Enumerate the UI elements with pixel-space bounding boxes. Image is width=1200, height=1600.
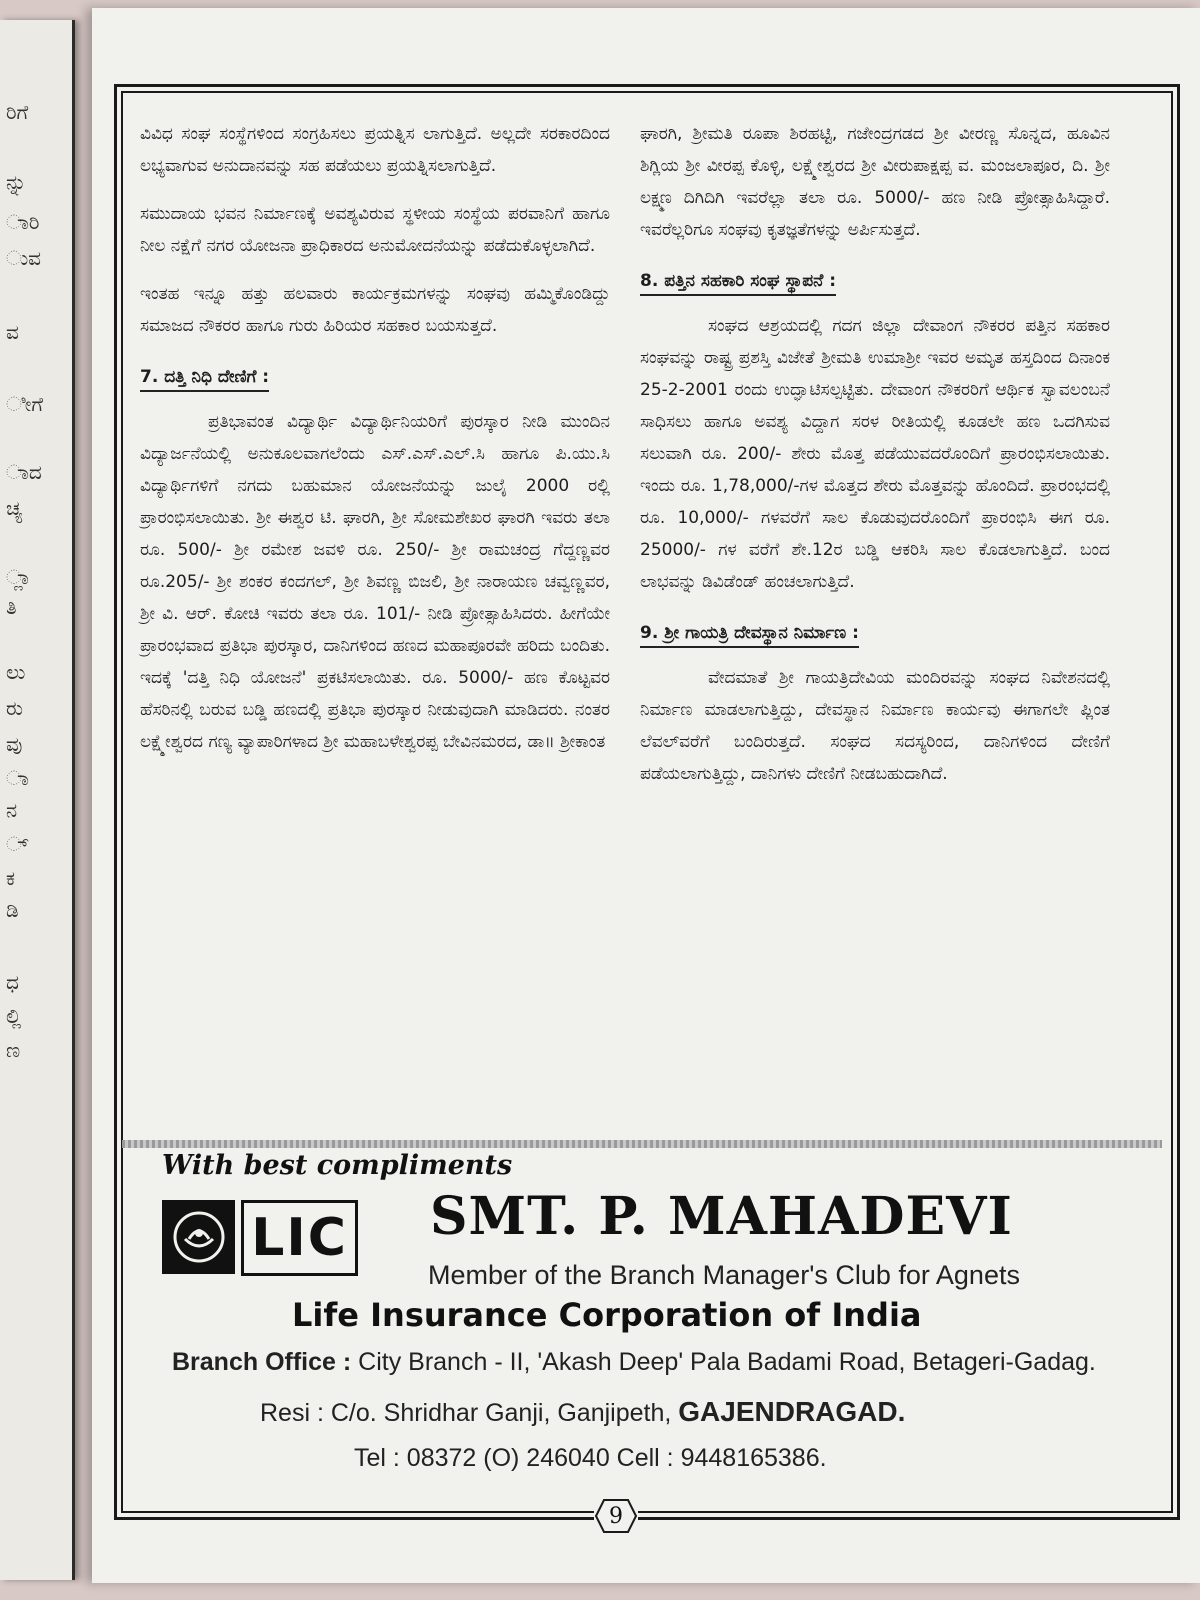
ad-residence	[260, 1396, 905, 1428]
left-page-fragment: ವ	[6, 320, 19, 344]
left-page-fragment: ಧ	[6, 970, 19, 994]
residence-address: Resi : C/o. Shridhar Ganji, Ganjipeth,	[260, 1399, 672, 1427]
left-page-fragment: ಣ	[6, 1038, 21, 1062]
left-page-fragment: ಾದ	[6, 460, 42, 484]
paragraph: ಸಮುದಾಯ ಭವನ ನಿರ್ಮಾಣಕ್ಕೆ ಅವಶ್ಯವಿರುವ ಸ್ಥಳೀಯ ಸಂಸ್ಥೆಯ ಪರವಾನಿಗೆ ಹಾಗೂ ನೀಲ ನಕ್ಷೆಗೆ ನಗರ ಯೋಜನಾ ಪ್ರಾಧಿಕಾರದ ಅನುಮೋದನೆಯನ್ನು ಪಡೆದುಕೊಳ್ಳಲಾಗಿದೆ.	[140, 204, 610, 256]
left-page-fragment: ರು	[6, 696, 23, 720]
left-page-fragment: ಾರಿ	[6, 210, 40, 234]
section-heading-8: 8. ಪತ್ತಿನ ಸಹಕಾರಿ ಸಂಘ ಸ್ಥಾಪನೆ :	[640, 268, 836, 296]
left-page-fragment: ್ಲಾ	[6, 565, 32, 589]
left-page-fragment: ಾ	[6, 766, 29, 790]
paragraph: ಸಂಘದ ಆಶ್ರಯದಲ್ಲಿ ಗದಗ ಜಿಲ್ಲಾ ದೇವಾಂಗ ನೌಕರರ ಪತ್ತಿನ ಸಹಕಾರ ಸಂಘವನ್ನು ರಾಷ್ಟ್ರ ಪ್ರಶಸ್ತಿ ವಿಜೇತೆ ಶ್ರೀಮತಿ ಉಮಾಶ್ರೀ ಇವರ ಅಮೃತ ಹಸ್ತದಿಂದ ದಿನಾಂಕ 25-2-2001 ರಂದು ಉದ್ಘಾಟಿಸಲ್ಪಟ್ಟಿತು. ದೇವಾಂಗ ನೌಕರರಿಗೆ ಆರ್ಥಿಕ ಸ್ವಾವಲಂಬನೆ ಸಾಧಿಸಲು ಹಾಗೂ ಅವಶ್ಯ ವಿದ್ದಾಗ ಸರಳ ರೀತಿಯಲ್ಲಿ ಕೂಡಲೇ ಹಣ ಒದಗಿಸುವ ಸಲುವಾಗಿ ರೂ. 200/- ಶೇರು ಮೊತ್ತ ಪಡೆಯುವದರೊಂದಿಗೆ ಪ್ರಾರಂಭಿಸಲಾಯಿತು. ಇಂದು ರೂ. 1,78,000/-ಗಳ ಮೊತ್ತದ ಶೇರು ಮೊತ್ತವನ್ನು ಹೊಂದಿದೆ. ಪ್ರಾರಂಭದಲ್ಲಿ ರೂ. 10,000/- ಗಳವರೆಗೆ ಸಾಲ ಕೊಡುವುದರೊಂದಿಗೆ ಪ್ರಾರಂಭಿಸಿ ಈಗ ರೂ. 25000/- ಗಳ ವರೆಗೆ ಶೇ.12ರ ಬಡ್ಡಿ ಆಕರಿಸಿ ಸಾಲ ಕೊಡಲಾಗುತ್ತಿದೆ. ಬಂದ ಲಾಭವನ್ನು ಡಿವಿಡೆಂಡ್ ಹಂಚಲಾಗುತ್ತಿದೆ.	[640, 316, 1110, 592]
divider	[122, 1140, 1162, 1148]
branch-label: Branch Office :	[172, 1348, 352, 1376]
paragraph: ಘಾರಗಿ, ಶ್ರೀಮತಿ ರೂಪಾ ಶಿರಹಟ್ಟಿ, ಗಜೇಂದ್ರಗಡದ ಶ್ರೀ ವೀರಣ್ಣ ಸೊನ್ನದ, ಹೂವಿನ ಶಿಗ್ಲಿಯ ಶ್ರೀ ವೀರಪ್ಪ ಕೊಳ್ಳಿ, ಲಕ್ಷ್ಮೇಶ್ವರದ ಶ್ರೀ ವೀರುಪಾಕ್ಷಪ್ಪ ವ. ಮಂಜಲಾಪೂರ, ದಿ. ಶ್ರೀ ಲಕ್ಷ್ಮಣ ದಿಗಿದಿಗಿ ಇವರೆಲ್ಲಾ ತಲಾ ರೂ. 5000/- ಹಣ ನೀಡಿ ಪ್ರೋತ್ಸಾಹಿಸಿದ್ದಾರೆ. ಇವರೆಲ್ಲರಿಗೂ ಸಂಘವು ಕೃತಜ್ಞತೆಗಳನ್ನು ಅರ್ಪಿಸುತ್ತದೆ.	[640, 124, 1110, 240]
ad-branch-office	[172, 1348, 1152, 1377]
branch-address: City Branch - II, 'Akash Deep' Pala Badami Road, Betageri-Gadag.	[358, 1348, 1096, 1376]
lic-logo-text: LIC	[241, 1200, 358, 1276]
ad-telephone: Tel : 08372 (O) 246040 Cell : 9448165386.	[354, 1444, 827, 1472]
left-page-fragment: ೀಗೆ	[6, 392, 43, 416]
left-page-edge	[0, 20, 75, 1580]
page-number	[594, 1498, 638, 1534]
section-heading-7: 7. ದತ್ತಿ ನಿಧಿ ದೇಣಿಗೆ :	[140, 364, 269, 392]
section-heading-9: 9. ಶ್ರೀ ಗಾಯತ್ರಿ ದೇವಸ್ಥಾನ ನಿರ್ಮಾಣ :	[640, 620, 859, 648]
paragraph: ಪ್ರತಿಭಾವಂತ ವಿದ್ಯಾರ್ಥಿ ವಿದ್ಯಾರ್ಥಿನಿಯರಿಗೆ ಪುರಸ್ಕಾರ ನೀಡಿ ಮುಂದಿನ ವಿದ್ಯಾರ್ಜನೆಯಲ್ಲಿ ಅನುಕೂಲವಾಗಲೆಂದು ಎಸ್.ಎಸ್.ಎಲ್.ಸಿ ಹಾಗೂ ಪಿ.ಯು.ಸಿ ವಿದ್ಯಾರ್ಥಿಗಳಿಗೆ ನಗದು ಬಹುಮಾನ ಯೋಜನೆಯನ್ನು ಜುಲೈ 2000 ರಲ್ಲಿ ಪ್ರಾರಂಭಿಸಲಾಯಿತು. ಶ್ರೀ ಈಶ್ವರ ಟಿ. ಘಾರಗಿ, ಶ್ರೀ ಸೋಮಶೇಖರ ಘಾರಗಿ ಇವರು ತಲಾ ರೂ. 500/- ಶ್ರೀ ರಮೇಶ ಜವಳಿ ರೂ. 250/- ಶ್ರೀ ರಾಮಚಂದ್ರ ಗೆದ್ದಣ್ಣವರ ರೂ.205/- ಶ್ರೀ ಶಂಕರ ಕಂದಗಲ್, ಶ್ರೀ ಶಿವಣ್ಣ ಬಿಜಲಿ, ಶ್ರೀ ನಾರಾಯಣ ಚವ್ವಣ್ಣವರ, ಶ್ರೀ ವಿ. ಆರ್. ಕೋಚಿ ಇವರು ತಲಾ ರೂ. 101/- ನೀಡಿ ಪ್ರೋತ್ಸಾಹಿಸಿದರು. ಹೀಗೆಯೇ ಪ್ರಾರಂಭವಾದ ಪ್ರತಿಭಾ ಪುರಸ್ಕಾರ, ದಾನಿಗಳಿಂದ ಹಣದ ಮಹಾಪೂರವೇ ಹರಿದು ಬಂದಿತು. ಇದಕ್ಕೆ 'ದತ್ತಿ ನಿಧಿ ಯೋಜನೆ' ಪ್ರಕಟಿಸಲಾಯಿತು. ರೂ. 5000/- ಹಣ ಕೊಟ್ಟವರ ಹೆಸರಿನಲ್ಲಿ ಬರುವ ಬಡ್ಡಿ ಹಣದಲ್ಲಿ ಪ್ರತಿಭಾ ಪುರಸ್ಕಾರ ನೀಡುವುದಾಗಿ ಮಾಡಿದರು. ನಂತರ ಲಕ್ಷ್ಮೇಶ್ವರದ ಗಣ್ಯ ವ್ಯಾಪಾರಿಗಳಾದ ಶ್ರೀ ಮಹಾಬಳೇಶ್ವರಪ್ಪ ಬೇವಿನಮರದ, ಡಾ॥ ಶ್ರೀಕಾಂತ	[140, 412, 610, 752]
lic-emblem-icon	[162, 1200, 235, 1274]
left-page-fragment: ಲು	[6, 660, 26, 684]
left-page-fragment: ುವ	[6, 246, 42, 270]
page-number-label: 9	[609, 1503, 623, 1529]
left-page-fragment: ಲ್ಲಿ	[6, 1004, 22, 1028]
residence-town: GAJENDRAGAD.	[678, 1396, 906, 1427]
ad-compliments: With best compliments	[162, 1150, 513, 1181]
paragraph: ವೇದಮಾತೆ ಶ್ರೀ ಗಾಯತ್ರಿದೇವಿಯ ಮಂದಿರವನ್ನು ಸಂಘದ ನಿವೇಶನದಲ್ಲಿ ನಿರ್ಮಾಣ ಮಾಡಲಾಗುತ್ತಿದ್ದು, ದೇವಸ್ಥಾನ ನಿರ್ಮಾಣ ಕಾರ್ಯವು ಈಗಾಗಲೇ ಪ್ಲಿಂತ ಲೆವಲ್‌ವರೆಗೆ ಬಂದಿರುತ್ತದೆ. ಸಂಘದ ಸದಸ್ಯರಿಂದ, ದಾನಿಗಳಿಂದ ದೇಣಿಗೆ ಪಡೆಯಲಾಗುತ್ತಿದ್ದು, ದಾನಿಗಳು ದೇಣಿಗೆ ನೀಡಬಹುದಾಗಿದೆ.	[640, 668, 1110, 784]
left-page-fragment: ಚ್ಯ	[6, 496, 23, 520]
right-column	[640, 118, 1110, 806]
left-page-fragment: ನ	[6, 798, 18, 822]
left-page-fragment: ವು	[6, 732, 23, 756]
paragraph: ವಿವಿಧ ಸಂಘ ಸಂಸ್ಥೆಗಳಿಂದ ಸಂಗ್ರಹಿಸಲು ಪ್ರಯತ್ನಿಸ ಲಾಗುತ್ತಿದೆ. ಅಲ್ಲದೇ ಸರಕಾರದಿಂದ ಲಭ್ಯವಾಗುವ ಅನುದಾನವನ್ನು ಸಹ ಪಡೆಯಲು ಪ್ರಯತ್ನಿಸಲಾಗುತ್ತಿದೆ.	[140, 124, 610, 176]
lic-logo	[162, 1200, 358, 1274]
left-page-fragment: ್	[6, 832, 29, 856]
left-page-fragment: ತಿ	[6, 595, 17, 619]
left-page-fragment: ನ್ನು	[6, 170, 27, 194]
left-page-fragment: ರಿಗೆ	[6, 100, 29, 124]
ad-membership: Member of the Branch Manager's Club for Agnets	[428, 1260, 1020, 1290]
left-page-fragment: ಡಿ	[6, 898, 19, 922]
left-column	[140, 118, 610, 774]
ad-agent-name: SMT. P. MAHADEVI	[430, 1186, 1013, 1247]
left-page-fragment: ಕ	[6, 866, 15, 890]
paragraph: ಇಂತಹ ಇನ್ನೂ ಹತ್ತು ಹಲವಾರು ಕಾರ್ಯಕ್ರಮಗಳನ್ನು ಸಂಘವು ಹಮ್ಮಿಕೊಂಡಿದ್ದು ಸಮಾಜದ ನೌಕರರ ಹಾಗೂ ಗುರು ಹಿರಿಯರ ಸಹಕಾರ ಬಯಸುತ್ತದೆ.	[140, 284, 610, 336]
page	[92, 8, 1200, 1583]
ad-corporation: Life Insurance Corporation of India	[292, 1296, 922, 1334]
